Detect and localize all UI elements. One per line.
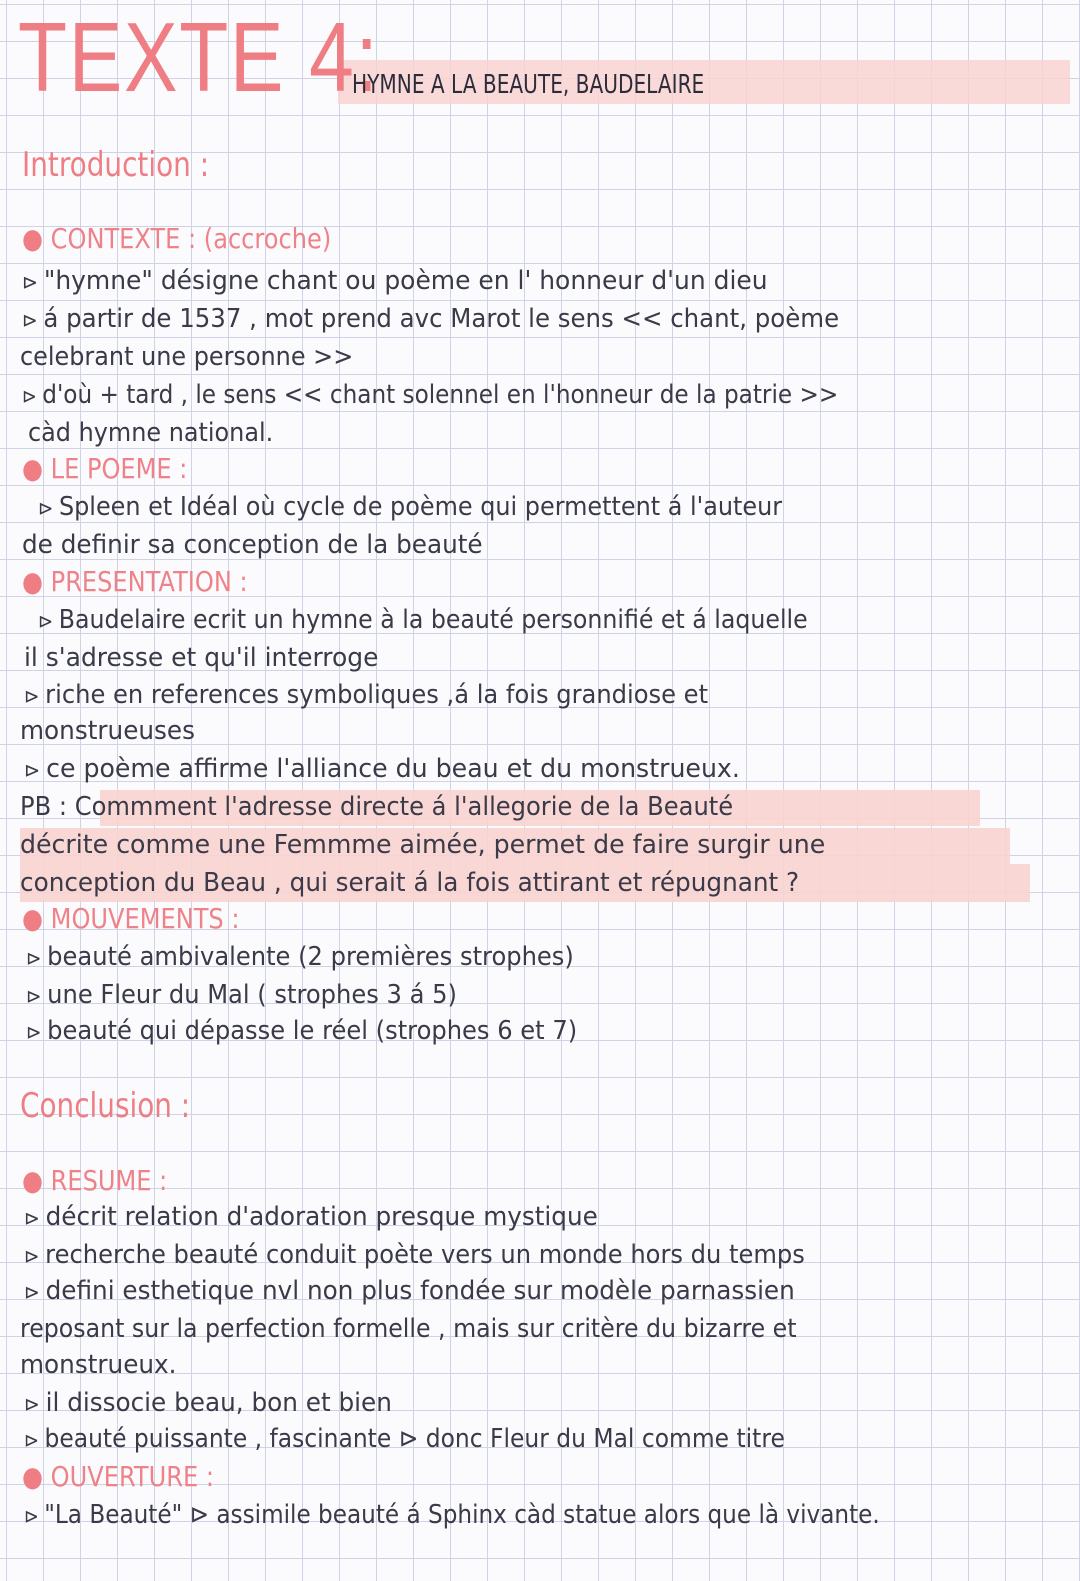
poeme-label: LE POEME : [50,452,188,485]
presentation-line-3: ⊳ riche en references symboliques ,á la fois grandiose et [24,680,709,710]
resume-heading [22,1164,167,1197]
arrow-icon: ⊳ [38,609,54,633]
ouverture-label: OUVERTURE : [50,1460,214,1493]
problematique-line-3: conception du Beau , qui serait á la fois attirant et répugnant ? [20,868,800,898]
page-subtitle: HYMNE A LA BEAUTE, BAUDELAIRE [352,70,705,100]
arrow-icon: ⊳ [38,496,54,520]
arrow-icon: ⊳ [24,758,41,782]
problematique-line-1: PB : Commment l'adresse directe á l'allegorie de la Beauté [20,792,734,822]
introduction-heading: Introduction : [22,145,210,185]
presentation-heading [22,565,248,598]
arrow-icon: ⊳ [24,684,40,708]
contexte-line-1: ⊳ "hymne" désigne chant ou poème en l' honneur d'un dieu [22,266,768,296]
bullet-icon: ● [22,1164,44,1197]
arrow-icon: ⊳ [22,384,37,408]
arrow-icon: ⊳ [24,1504,39,1528]
arrow-icon: ⊳ [26,984,42,1008]
arrow-icon: ⊳ [26,946,42,970]
bullet-icon: ● [22,1460,44,1493]
mouvement-item-2: ⊳ une Fleur du Mal ( strophes 3 á 5) [26,980,457,1010]
resume-line-6: ⊳ il dissocie beau, bon et bien [24,1388,392,1418]
poeme-line-2: de definir sa conception de la beauté [22,530,483,560]
ouverture-line-1: ⊳ "La Beauté" ⊳ assimile beauté á Sphinx càd statue alors que là vivante. [24,1500,880,1530]
arrow-icon: ⊳ [24,1428,40,1452]
contexte-heading [22,222,331,255]
arrow-icon: ⊳ [22,270,39,294]
arrow-icon: ⊳ [24,1244,40,1268]
arrow-icon: ⊳ [22,308,38,332]
contexte-line-2: ⊳ á partir de 1537 , mot prend avc Marot le sens << chant, poème [22,304,840,334]
problematique-line-2: décrite comme une Femmme aimée, permet de faire surgir une [20,830,826,860]
arrow-icon: ⊳ [24,1206,40,1230]
bullet-icon: ● [22,222,44,255]
resume-label: RESUME : [50,1164,168,1197]
arrow-icon: ⊳ [24,1392,40,1416]
resume-line-4: reposant sur la perfection formelle , mais sur critère du bizarre et [20,1314,797,1344]
contexte-line-5: càd hymne national. [28,418,274,448]
bullet-icon: ● [22,902,44,935]
resume-line-5: monstrueux. [20,1350,177,1380]
mouvement-item-3: ⊳ beauté qui dépasse le réel (strophes 6 et 7) [26,1016,578,1046]
mouvements-label: MOUVEMENTS : [50,902,240,935]
bullet-icon: ● [22,565,44,598]
presentation-label: PRESENTATION : [50,565,248,598]
contexte-label: CONTEXTE : (accroche) [50,222,332,255]
page-title: TEXTE 4: [18,2,380,112]
poeme-line-1: ⊳ Spleen et Idéal où cycle de poème qui permettent á l'auteur [38,492,783,522]
arrow-icon: ⊳ [24,1280,40,1304]
presentation-line-1: ⊳ Baudelaire ecrit un hymne à la beauté personnifié et á laquelle [38,605,808,635]
resume-line-2: ⊳ recherche beauté conduit poète vers un monde hors du temps [24,1240,805,1270]
mouvement-item-1: ⊳ beauté ambivalente (2 premières strophes) [26,942,574,972]
conclusion-heading: Conclusion : [20,1086,191,1126]
contexte-line-3: celebrant une personne >> [20,342,354,372]
presentation-line-2: il s'adresse et qu'il interroge [24,643,379,673]
ouverture-heading [22,1460,214,1493]
resume-line-3: ⊳ defini esthetique nvl non plus fondée sur modèle parnassien [24,1276,795,1306]
presentation-line-5: ⊳ ce poème affirme l'alliance du beau et du monstrueux. [24,754,740,784]
contexte-line-4: ⊳ d'où + tard , le sens << chant solennel en l'honneur de la patrie >> [22,380,839,410]
bullet-icon: ● [22,452,44,485]
resume-line-7: ⊳ beauté puissante , fascinante ⊳ donc Fleur du Mal comme titre [24,1424,785,1454]
resume-line-1: ⊳ décrit relation d'adoration presque mystique [24,1202,598,1232]
presentation-line-4: monstrueuses [20,716,195,746]
poeme-heading [22,452,187,485]
arrow-icon: ⊳ [26,1020,42,1044]
mouvements-heading [22,902,239,935]
